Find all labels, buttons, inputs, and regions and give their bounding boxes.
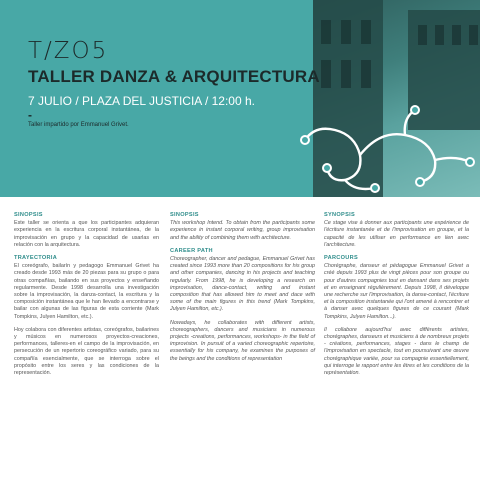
dance-line-icon — [285, 100, 480, 197]
page-title: TALLER DANZA & ARQUITECTURA — [28, 67, 320, 86]
paragraph: Hoy colabora con diferentes artistas, coreógrafos, bailarines y músicos en numerosos proyectos-creaciones, performances, talleres-en el campo de la improvisación, en persecución de un repertorio coreográfico variado, para su compañía esencialmente, que se interroga sobre el propósito entre los seres y las condiciones de la representación. — [14, 326, 159, 377]
paragraph: El coreógrafo, bailarín y pedagogo Emmanuel Grivet ha creado desde 1993 más de 20 piezas para su grupo o para otras compañías, bailando en sus proyectos y enseñando regularmente. Desde 1998 desarrolla una investigación sobre la improvisación, la danza-contact, la escritura y la composición instantánea que le han llevado a encontrarse y bailar con algunas de las figuras de esta corriente (Mark Tompkins, Julyen Hamilton, etc.). — [14, 263, 159, 320]
paragraph: Ce stage vise à donner aux participants une expérience de l'écriture instantanée et de l'improvisation en groupe, et la capacité de les utiliser en performance en lien avec l'architecture. — [324, 220, 469, 248]
event-date-place: 7 JULIO / PLAZA DEL JUSTICIA / 12:00 h. — [28, 94, 255, 108]
logo-tz05: T/ZO5 — [28, 38, 109, 64]
separator-dash: - — [28, 108, 32, 122]
paragraph: Chorégraphe, danseur et pédagogue Emmanuel Grivet a créé depuis 1993 plus de vingt pièces pour son groupe ou pour d'autres compagnies tout en dansant dans ses projets et en enseignant régulièrement. Depuis 1998, il développe une recherche sur l'improvisation, la danse-contact, l'écriture et la composition instantanée qui l'ont amené à rencontrer et à danser avec quelques figures de ce courant (Mark Tompkins, Julyen Hamilton...). — [324, 263, 469, 320]
section-heading: SYNOPSIS — [324, 212, 355, 218]
paragraph: Este taller se orienta a que los participantes adquieran experiencia en la escritura corporal instantánea, de la improvisación en grupo y la capacidad de usarlas en relación con la arquitectura. — [14, 220, 159, 248]
paragraph: Il collabore aujourd'hui avec différents artistes, chorégraphes, danseurs et musiciens à de nombreux projets - créations, performances, stages - dans le champ de l'improvisation en spectacle, tout en poursuivant une œuvre chorégraphique variée, pour sa compagnie essentiellement, qui interroge le rapport entre les êtres et les conditions de la représentation. — [324, 326, 469, 377]
workshop-credit: Taller impartido por Emmanuel Grivet. — [28, 122, 129, 128]
section-sinopsis-es — [14, 212, 159, 249]
column-french — [324, 212, 469, 383]
header-banner — [0, 0, 480, 197]
column-english — [170, 212, 315, 369]
section-parcours — [324, 255, 469, 377]
section-heading: PARCOURS — [324, 255, 358, 262]
section-career-path — [170, 248, 315, 363]
section-heading: SINOPSIS — [14, 212, 43, 218]
section-heading: SINOPSIS — [170, 212, 199, 218]
section-synopsis-fr — [324, 212, 469, 249]
column-spanish — [14, 212, 159, 383]
section-sinopsis-en — [170, 212, 315, 242]
section-heading: CAREER PATH — [170, 247, 213, 254]
paragraph: Choreographer, dancer and pedague, Emmanuel Grivet has created since 1993 more than 20 compositions for his group and other companies, dancing in his projects and teaching regularly. From 1998, he is developing a research on improvisation, dance-contact, writing and instant composition that has allowed him to meet and dace with some of the main figures in this trend (Mark Tompkins, Julyen Hamilton, etc.). — [170, 256, 315, 313]
section-trayectoria — [14, 255, 159, 377]
paragraph: This workshop Intend. To obtain from the participants some experience in instant corporal writing, group improvisation and the ability of combining them with architecture. — [170, 220, 315, 241]
paragraph: Nowadays, he collaborates with different artists, choreographers, dancers and musicians in numerous projects -creations, performances, workshops- in the field of improvision. In pursuit of a varied choreographic repertoire, essentially for his company, he examines the purposes of the beings and the conditions of representation — [170, 319, 315, 362]
section-heading: TRAYECTORIA — [14, 255, 58, 262]
